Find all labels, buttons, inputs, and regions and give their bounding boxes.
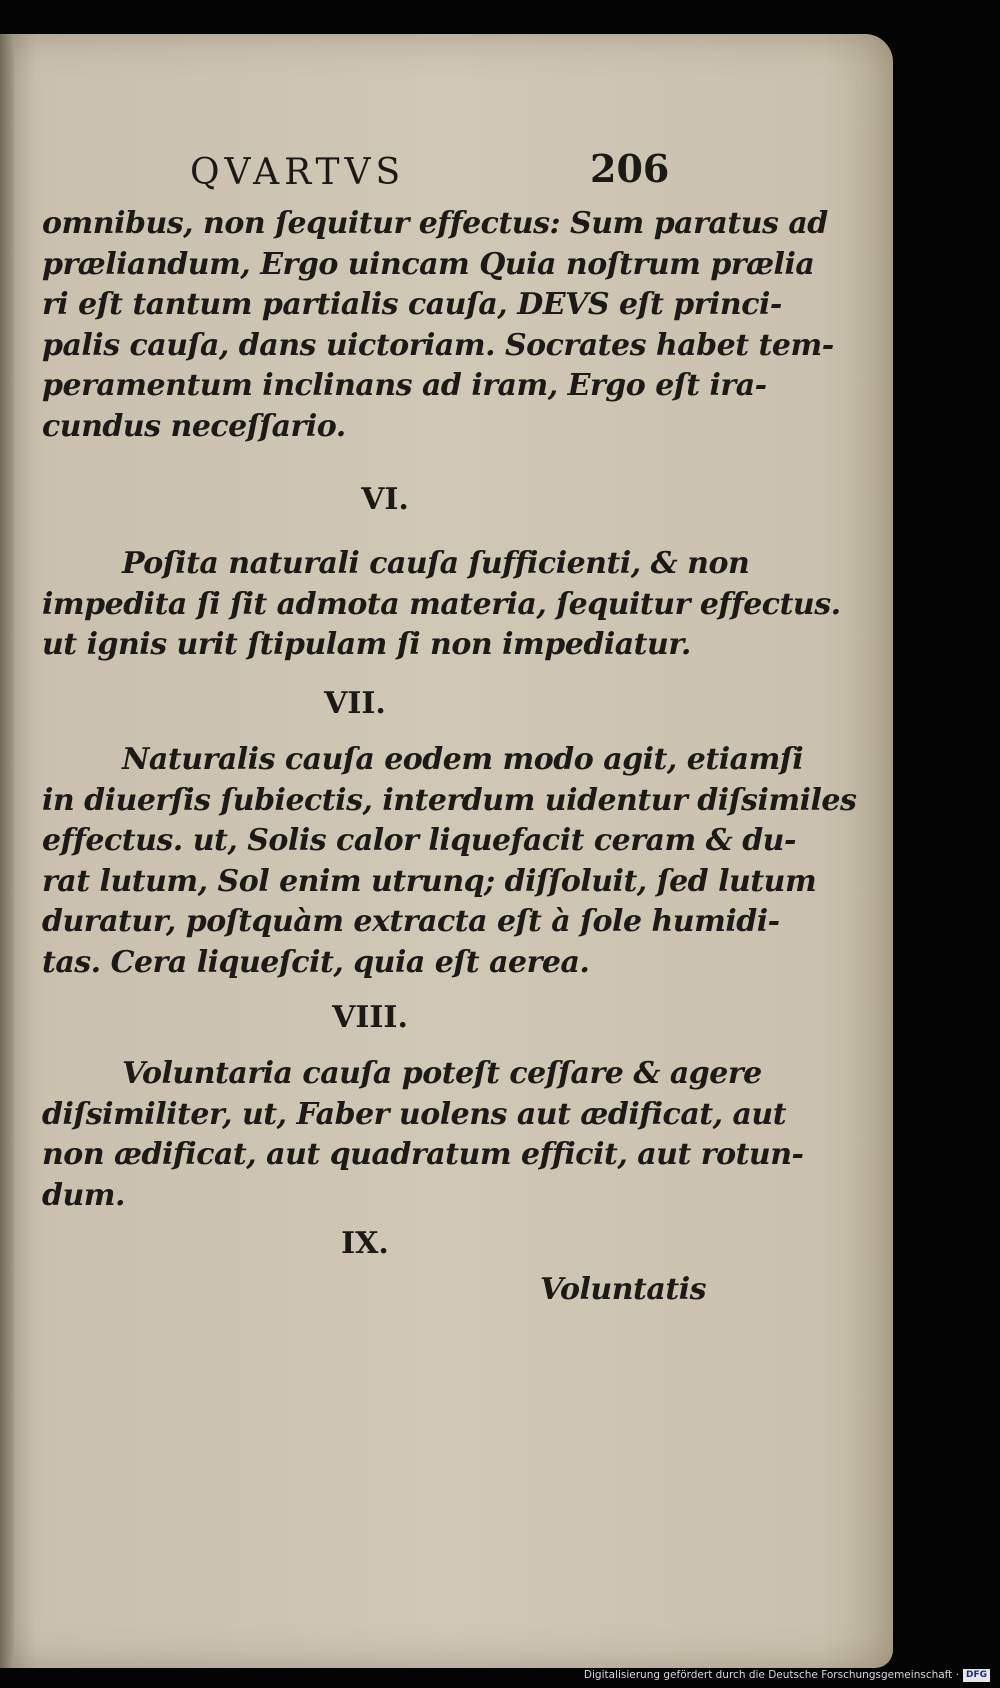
text-line: rat lutum, Sol enim utrunq; diſſoluit, ſed lutum bbox=[42, 863, 817, 899]
section-numeral-vii: VII. bbox=[324, 686, 386, 721]
text-line: palis cauſa, dans uictoriam. Socrates habet tem- bbox=[42, 327, 834, 363]
running-title: QVARTVS bbox=[190, 152, 406, 193]
section-numeral-ix: IX. bbox=[341, 1226, 389, 1261]
paragraph-continuation bbox=[42, 204, 834, 447]
text-line: peramentum inclinans ad iram, Ergo eſt ira- bbox=[42, 368, 767, 403]
paragraph-vi bbox=[42, 544, 841, 666]
section-numeral-vi: VI. bbox=[361, 482, 409, 517]
text-line: Naturalis cauſa eodem modo agit, etiamſi bbox=[122, 742, 804, 777]
text-line: Poſita naturali cauſa ſufficienti, & non bbox=[122, 546, 750, 581]
text-line: ri eſt tantum partialis cauſa, DEVS eſt princi- bbox=[42, 287, 782, 322]
digitization-credit bbox=[584, 1666, 990, 1684]
section-numeral-viii: VIII. bbox=[332, 1000, 408, 1035]
book-page bbox=[0, 34, 893, 1668]
text-line: effectus. ut, Solis calor liquefacit ceram & du- bbox=[42, 823, 796, 858]
page-gutter-edge bbox=[0, 34, 14, 1668]
dfg-logo: DFG bbox=[963, 1669, 990, 1682]
paragraph-vii bbox=[42, 740, 857, 983]
text-line: diſsimiliter, ut, Faber uolens aut ædificat, aut bbox=[42, 1096, 787, 1132]
text-line: in diuerſis ſubiectis, interdum uidentur diſsimiles bbox=[42, 782, 857, 818]
credit-text: Digitalisierung gefördert durch die Deutsche Forschungsgemeinschaft · bbox=[583, 1669, 959, 1681]
paragraph-viii bbox=[42, 1054, 804, 1216]
text-line: omnibus, non ſequitur effectus: Sum paratus ad bbox=[42, 206, 828, 241]
text-line: non ædificat, aut quadratum efficit, aut rotun- bbox=[42, 1137, 804, 1172]
text-line: tas. Cera liqueſcit, quia eſt aerea. bbox=[42, 944, 590, 980]
text-line: impedita ſi ſit admota materia, ſequitur effectus. bbox=[42, 586, 841, 622]
text-line: præliandum, Ergo uincam Quia noſtrum prælia bbox=[42, 246, 815, 282]
text-line: Voluntaria cauſa poteſt ceſſare & agere bbox=[122, 1056, 762, 1091]
text-line: cundus neceſſario. bbox=[42, 408, 346, 444]
text-line: dum. bbox=[42, 1177, 125, 1213]
text-line: ut ignis urit ſtipulam ſi non impediatur. bbox=[42, 627, 691, 662]
catchword: Voluntatis bbox=[540, 1272, 706, 1307]
text-line: duratur, poſtquàm extracta eſt à ſole humidi- bbox=[42, 904, 780, 939]
page-number: 206 bbox=[590, 146, 670, 191]
